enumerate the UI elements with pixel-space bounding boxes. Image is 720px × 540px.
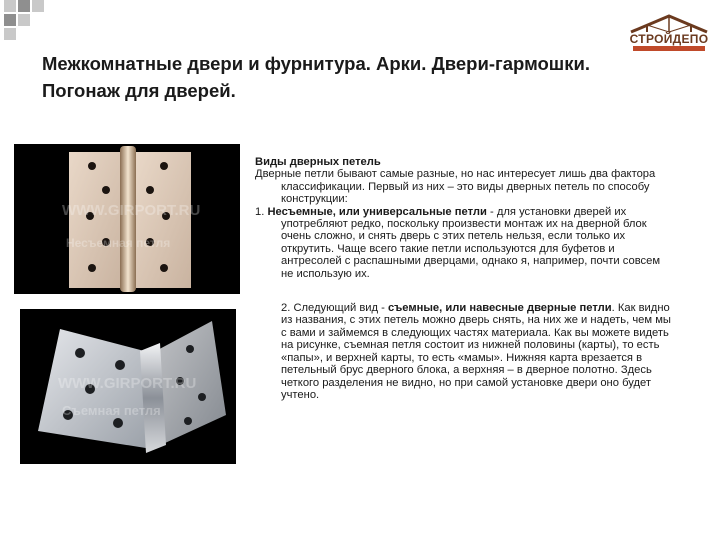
- item2-term: съемные, или навесные дверные петли: [388, 302, 612, 315]
- intro-paragraph: Дверные петли бывают самые разные, но нас интересует лишь два фактора классификации. Первый из них – это виды дверных петель по способу конструкции:: [255, 168, 656, 206]
- section-heading: Виды дверных петель: [255, 156, 381, 168]
- list-item-1: [255, 206, 675, 280]
- item1-text: - для установки дверей их употребляют редко, поскольку произвести монтаж их на дверной блок очень сложно, и снять дверь с этих петель нельзя, если только их открутить. Чаще всего такие петли используются для буфетов и антресолей с распашными дверцами, однако я, например, почти совсем не использую их.: [281, 205, 661, 280]
- item2-prefix: 2. Следующий вид -: [281, 302, 389, 315]
- list-item-2: [255, 302, 675, 401]
- hinge-photo-non-removable: [14, 144, 240, 294]
- watermark-url: WWW.GIRPORT.RU: [62, 202, 201, 219]
- roof-icon: [627, 14, 711, 34]
- page-title: Межкомнатные двери и фурнитура. Арки. Двери-гармошки. Погонаж для дверей.: [42, 53, 590, 101]
- watermark-label: Несъемная петля: [66, 236, 171, 250]
- item1-term: Несъемные, или универсальные петли: [267, 205, 487, 218]
- logo-text: СТРОЙДЕПО: [629, 32, 709, 46]
- hinge-photo-removable: [20, 309, 236, 464]
- item2-text: . Как видно из названия, с этих петель можно дверь снять, на них же и надеть, чем мы с вами и займемся в следующих частях материала. Как вы можете видеть на рисунке, съемная петля состоит из нижней половины (карты), то есть «папы», и верхней карты, то есть «мамы». Нижняя карта врезается в петельный брус дверного блока, а верхняя – в дверное полотно. Здесь четкого разделения не видно, но при самой установке двери оно будет учтено.: [281, 302, 671, 401]
- company-logo: [627, 14, 711, 54]
- item1-prefix: 1.: [255, 205, 268, 218]
- watermark-label: Съемная петля: [62, 403, 161, 418]
- hinge-image: [14, 144, 240, 294]
- corner-decoration: [0, 0, 60, 46]
- watermark-url: WWW.GIRPORT.RU: [58, 375, 197, 392]
- article-text: [255, 156, 675, 401]
